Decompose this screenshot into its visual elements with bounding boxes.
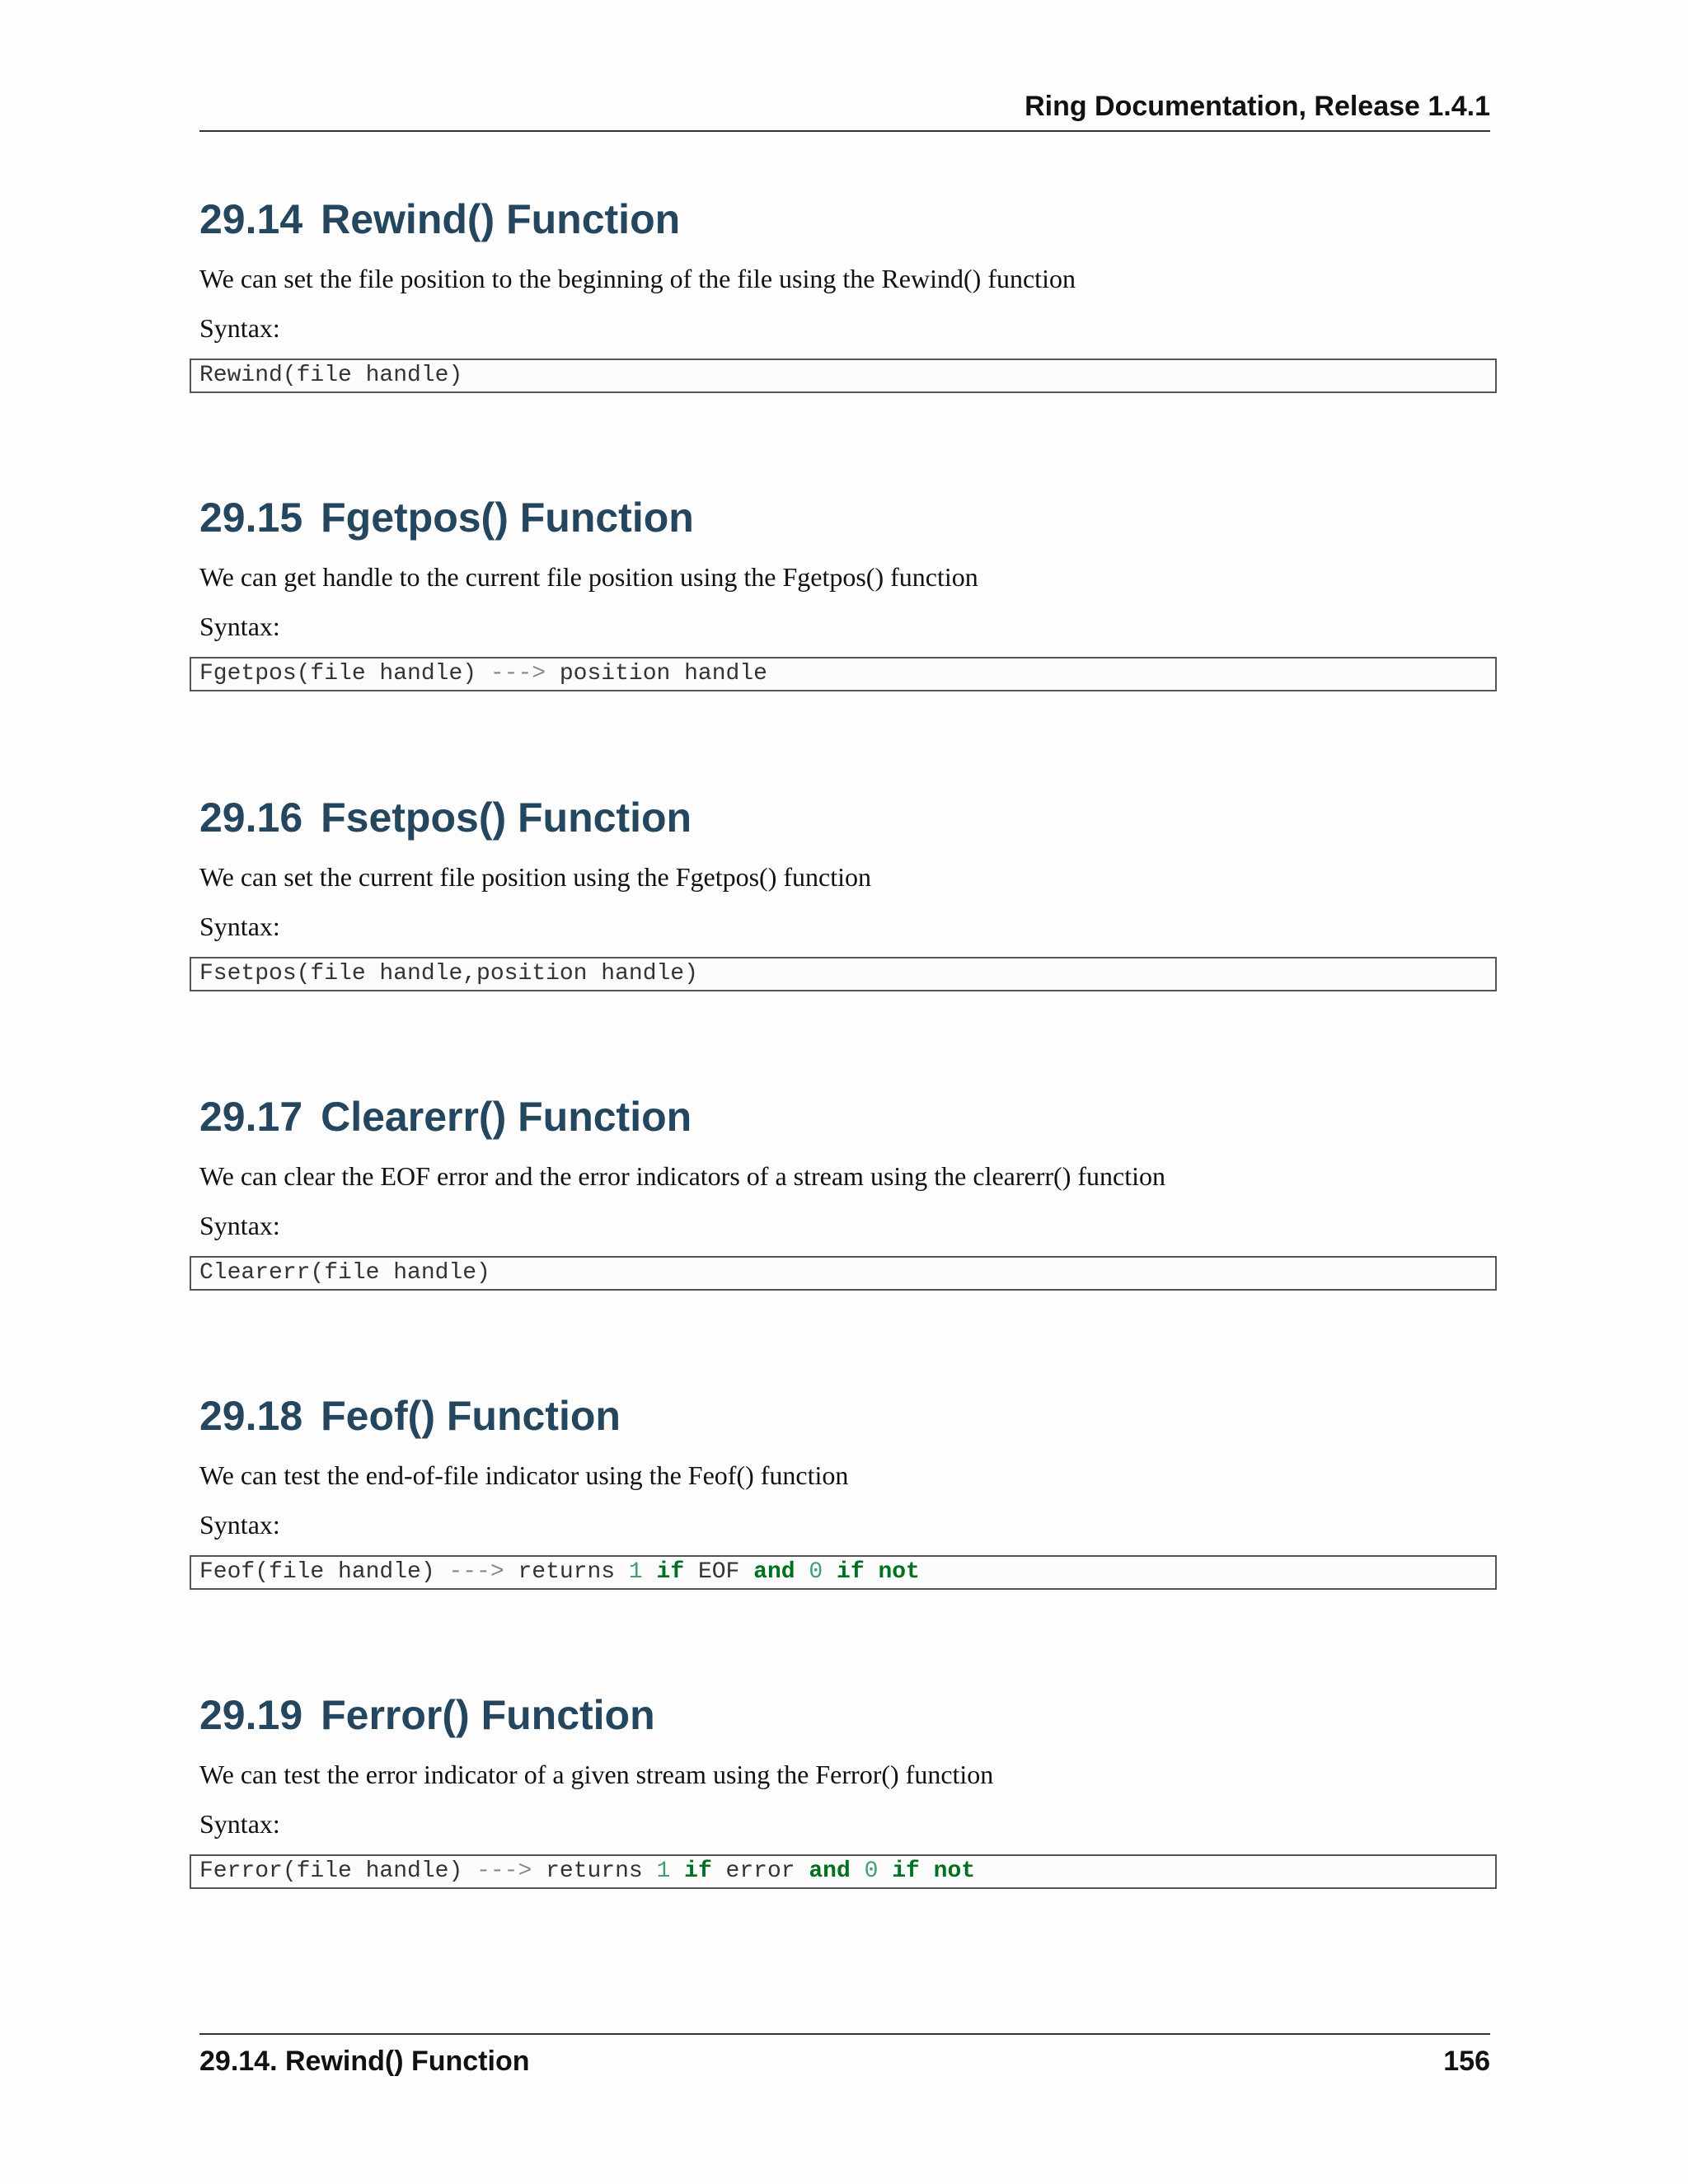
syntax-label: Syntax: — [199, 1510, 280, 1540]
code-block — [190, 1256, 1497, 1291]
code-text: position handle — [546, 661, 767, 687]
code-operator: ---> — [476, 1858, 532, 1884]
section-ferror — [199, 1690, 1490, 1884]
section-rewind — [199, 194, 1490, 388]
section-heading: Fgetpos() Function — [321, 494, 694, 541]
section-fgetpos — [199, 493, 1490, 687]
section-heading: Fsetpos() Function — [321, 794, 692, 841]
section-number: 29.17 — [199, 1094, 303, 1140]
section-number: 29.16 — [199, 794, 303, 841]
code-text: EOF — [684, 1559, 754, 1585]
section-title — [199, 793, 1490, 842]
code-block — [190, 957, 1497, 991]
section-title — [199, 1092, 1490, 1141]
section-heading: Feof() Function — [321, 1393, 621, 1439]
section-title — [199, 493, 1490, 542]
code-text — [878, 1858, 892, 1884]
section-number: 29.18 — [199, 1393, 303, 1439]
code-text: Rewind(file handle) — [199, 363, 463, 388]
syntax-label: Syntax: — [199, 1809, 280, 1839]
code-text: Ferror(file handle) — [199, 1858, 477, 1884]
code-text: Clearerr(file handle) — [199, 1260, 490, 1286]
section-title — [199, 1391, 1490, 1441]
section-heading: Rewind() Function — [321, 196, 681, 242]
code-keyword: and — [809, 1858, 851, 1884]
code-operator: ---> — [490, 661, 546, 687]
code-text — [795, 1559, 809, 1585]
code-text — [851, 1858, 865, 1884]
code-text — [670, 1858, 684, 1884]
code-text — [865, 1559, 879, 1585]
section-description: We can clear the EOF error and the error indicators of a stream using the clearerr() function — [199, 1161, 1165, 1191]
section-title — [199, 1690, 1490, 1740]
section-title — [199, 194, 1490, 244]
running-footer — [199, 2033, 1490, 2078]
section-clearerr — [199, 1092, 1490, 1286]
code-text: Fsetpos(file handle,position handle) — [199, 961, 698, 987]
footer-section-title: 29.14. Rewind() Function — [199, 2046, 530, 2077]
code-keyword: if — [892, 1858, 920, 1884]
code-number: 0 — [809, 1559, 823, 1585]
code-text: Fgetpos(file handle) — [199, 661, 490, 687]
code-number: 1 — [656, 1858, 671, 1884]
section-description: We can test the error indicator of a given stream using the Ferror() function — [199, 1760, 994, 1789]
code-number: 1 — [628, 1559, 643, 1585]
code-keyword: not — [878, 1559, 920, 1585]
code-text: returns — [532, 1858, 657, 1884]
section-heading: Ferror() Function — [321, 1692, 655, 1738]
syntax-label: Syntax: — [199, 912, 280, 941]
code-text: error — [711, 1858, 809, 1884]
code-keyword: and — [753, 1559, 795, 1585]
running-header — [199, 92, 1490, 132]
header-title: Ring Documentation, Release 1.4.1 — [1025, 91, 1490, 122]
syntax-label: Syntax: — [199, 612, 280, 641]
section-feof — [199, 1391, 1490, 1585]
section-heading: Clearerr() Function — [321, 1094, 692, 1140]
code-keyword: if — [837, 1559, 865, 1585]
section-number: 29.19 — [199, 1692, 303, 1738]
code-text — [920, 1858, 934, 1884]
code-text — [823, 1559, 837, 1585]
code-keyword: if — [684, 1858, 712, 1884]
section-fsetpos — [199, 793, 1490, 987]
section-description: We can set the file position to the beginning of the file using the Rewind() function — [199, 264, 1076, 293]
section-description: We can test the end-of-file indicator using the Feof() function — [199, 1460, 849, 1490]
code-keyword: not — [933, 1858, 976, 1884]
syntax-label: Syntax: — [199, 313, 280, 343]
code-operator: ---> — [448, 1559, 504, 1585]
code-text: Feof(file handle) — [199, 1559, 449, 1585]
code-text: returns — [504, 1559, 629, 1585]
code-block — [190, 1854, 1497, 1889]
page-number: 156 — [1443, 2046, 1490, 2077]
section-number: 29.14 — [199, 196, 303, 242]
code-block — [190, 657, 1497, 691]
section-description: We can get handle to the current file position using the Fgetpos() function — [199, 562, 978, 592]
section-description: We can set the current file position using the Fgetpos() function — [199, 862, 871, 892]
code-text — [643, 1559, 657, 1585]
code-number: 0 — [864, 1858, 879, 1884]
syntax-label: Syntax: — [199, 1211, 280, 1240]
code-keyword: if — [656, 1559, 685, 1585]
section-number: 29.15 — [199, 494, 303, 541]
code-block — [190, 1555, 1497, 1590]
code-block — [190, 359, 1497, 393]
